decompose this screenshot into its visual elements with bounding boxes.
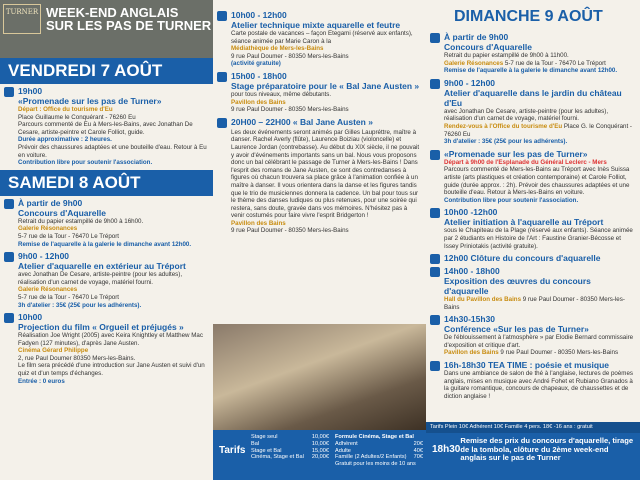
bullet-icon xyxy=(430,33,440,43)
event-sunday-conference: 14h30-15h30 Conférence «Sur les pas de Turner» De l'éblouissement à l'atmosphère » par Elodie Bernard commissaire d'exposition et critique d'art. Pavillon des Bains 9 rue Paul Doumer - 80350 Mers-les-Bains xyxy=(426,312,640,358)
bullet-icon xyxy=(430,361,440,371)
sunday-footer xyxy=(426,422,640,480)
event-saturday-atelier: 9h00 - 12h00 Atelier d'aquarelle en extérieur au Tréport avec Jonathan De Cesare, artiste-peintre (pour les adultes), réalisation d'un carnet de voyage, matériel fourni. Galerie Résonances 5-7 rue de la Tour - 76470 Le Tréport 3h d'atelier : 35€ (25€ pour les adhérents). xyxy=(0,249,213,310)
column-middle xyxy=(213,0,426,480)
bullet-icon xyxy=(430,150,440,160)
event-sunday-concours: À partir de 9h00 Concours d'Aquarelle Retrait du papier estampillé de 9h00 à 11h00. Galerie Résonances 5-7 rue de la Tour - 76470 Le Tréport Remise de l'aquarelle à la galerie le dimanche avant 12h00. xyxy=(426,30,640,76)
column-left xyxy=(0,0,213,480)
event-sunday-teatime: 16h-18h30 TEA TIME : poésie et musique Dans une ambiance de salon de thé à l'anglaise, lectures de poèmes anglais, mises en musique avec André Fohet et Rubiano Granados à la guitare romantique, concours de chapeaux, de chaussettes et de diction anglaise ! xyxy=(426,358,640,401)
tarifs-list: Stage seul 10,00€ Bal 10,00€ Stage et Bal 15,00€ Cinéma, Stage et Bal 20,00€ xyxy=(251,434,329,461)
event-sunday-cloture: 12h00 Clôture du concours d'aquarelle xyxy=(426,251,640,264)
event-sunday-atelier-chateau: 9h00 - 12h00 Atelier d'aquarelle dans le jardin du château d'Eu avec Jonathan De Cesare, artiste-peintre (pour les adultes), réalisation d'un carnet de voyage, matériel fourni. Rendez-vous à l'Office du tourisme d'Eu Place G. le Conquérant - 76260 Eu 3h d'atelier : 35€ (25€ pour les adhérents). xyxy=(426,76,640,147)
event-middle-atelier-etegami: 10h00 - 12h00 Atelier technique mixte aquarelle et feutre Carte postale de vacances – façon Etegami (réservé aux enfants), séance animée par Marie Caron à la Médiathèque de Mers-les-Bains 9 rue Paul Doumer - 80350 Mers-les-Bains (activité gratuite) xyxy=(213,0,426,69)
tarifs-panel: Tarifs Stage seul 10,00€ Bal 10,00€ Stage et Bal 15,00€ Cinéma, Stage et Bal 20,00€ Formule Cinéma, Stage et Bal Adhérent 20€ Adulte 40€ Famille (2 Adultes/2 Enfants) 70€ Gratuit pour les moins de 10 ans xyxy=(213,430,426,480)
bullet-icon xyxy=(217,11,227,21)
day-header-friday: VENDREDI 7 AOÛT xyxy=(0,58,213,84)
event-middle-bal: 20H00 – 22H00 « Bal Jane Austen » Les deux événements seront animés par Gilles Laupréttre, maître à danser. Rachel Averly (flûte), Laurence Boiziau (violoncelle) et Laurence Jordan (contrebasse). Au début du XIX siècle, il ne pouvait y avoir d'événements importants sans un bal. Nous vous proposons donc un bal célébrant le passage de Turner à Mers-les-Bains ! Dans l'esprit des romans de Jane Austen, ce sont des contredanses à figures où chacun trouvera sa place grâce à l'animation confiée à un maître à danser. Il vous orientera dans la danse et les figures tandis que le trio de musiciennes donnera la cadence. Un bal pour tous sur le thème des danses ludiques ou plus retenues, pour une soirée qui restera, sans doute, gravée dans vos mémoires. N'hésitez pas à venir costumés pour faire vivre l'esprit Bridgerton ! Pavillon des Bains 9 rue Paul Doumer - 80350 Mers-les-Bains xyxy=(213,115,426,236)
day-header-saturday: SAMEDI 8 AOÛT xyxy=(0,170,213,196)
event-sunday-exposition: 14h00 - 18h00 Exposition des œuvres du concours d'aquarelle Hall du Pavillon des Bains 9 rue Paul Doumer - 80350 Mers-les-Bains xyxy=(426,264,640,312)
page-title: WEEK-END ANGLAIS SUR LES PAS DE TURNER xyxy=(46,5,212,33)
sunday-finale: 18h30 Remise des prix du concours d'aquarelle, tirage de la tombola, clôture du 2ème week-end anglais sur le pas de Turner xyxy=(432,436,634,463)
bullet-icon xyxy=(430,315,440,325)
bullet-icon xyxy=(430,267,440,277)
tarifs-formule: Formule Cinéma, Stage et Bal Adhérent 20€ Adulte 40€ Famille (2 Adultes/2 Enfants) 70€ Gratuit pour les moins de 10 ans xyxy=(335,434,423,468)
sunday-tarifs: Tarifs Plein 10€ Adhérent 10€ Famille 4 pers. 18€ -16 ans : gratuit xyxy=(426,422,640,433)
bullet-icon xyxy=(430,79,440,89)
bullet-icon xyxy=(4,313,14,323)
page-header xyxy=(0,0,213,58)
bullet-icon xyxy=(430,254,440,264)
bullet-icon xyxy=(4,252,14,262)
event-sunday-initiation: 10h00 -12h00 Atelier initiation à l'aquarelle au Tréport sous le Chapiteau de la Plage (réservé aux enfants). Séance animée par 2 étudiants en Histoire de l'Art : Faustine Granier-Bécosse et Issey Priniotakis (activité gratuite). xyxy=(426,205,640,251)
bullet-icon xyxy=(430,208,440,218)
bullet-icon xyxy=(217,72,227,82)
bullet-icon xyxy=(4,199,14,209)
day-header-sunday: DIMANCHE 9 AOÛT xyxy=(426,0,640,30)
event-middle-stage: 15h00 - 18h00 Stage préparatoire pour le « Bal Jane Austen » pour tous niveaux, même débutants. Pavillon des Bains 9 rue Paul Doumer - 80350 Mers-les-Bains xyxy=(213,69,426,115)
event-sunday-promenade: «Promenade sur les pas de Turner» Départ à 9h00 de l'Esplanade du Général Leclerc - Mers Parcours commenté de Mers-les-Bains au Tréport avec Inès Suissa artiste (arts plastiques et création contemporaine) et Carole Folliot, guide (durée approx. : 2h). Prévoir des chaussures adaptées et une bouteille d'eau. Retour à Mers-les-Bains en voiture. Contribution libre pour soutenir l'association. xyxy=(426,147,640,206)
bullet-icon xyxy=(4,87,14,97)
event-saturday-concours: À partir de 9h00 Concours d'Aquarelle Retrait du papier estampillé de 9h00 à 16h00. Galerie Résonances 5-7 rue de la Tour - 76470 Le Tréport Remise de l'aquarelle à la galerie le dimanche avant 12h00. xyxy=(0,196,213,249)
bullet-icon xyxy=(217,118,227,128)
event-friday-promenade: 19h00 «Promenade sur les pas de Turner» Départ : Office du tourisme d'Eu Place Guillaume le Conquérant - 76260 Eu Parcours commenté de Eu à Mers-les-Bains, avec Jonathan De Cesare, artiste-peintre et Carole Folliot, guide. Durée approximative : 2 heures. Prévoir des chaussures adaptées et une bouteille d'eau. Retour à Eu en voiture. Contribution libre pour soutenir l'association. xyxy=(0,84,213,168)
event-saturday-film: 10h00 Projection du film « Orgueil et préjugés » Réalisation Joe Wright (2005) avec Keira Knightley et Matthew Mac Fadyen (127 minutes), d'après Jane Austen. Cinéma Gérard Philippe 2, rue Paul Doumer 80350 Mers-les-Bains. Le film sera précédé d'une introduction sur Jane Austen et suivi d'un quiz et d'un temps d'échanges. Entrée : 0 euros xyxy=(0,310,213,386)
turner-logo: TURNER xyxy=(3,4,41,34)
ballroom-photo xyxy=(213,324,426,434)
column-right xyxy=(426,0,640,480)
